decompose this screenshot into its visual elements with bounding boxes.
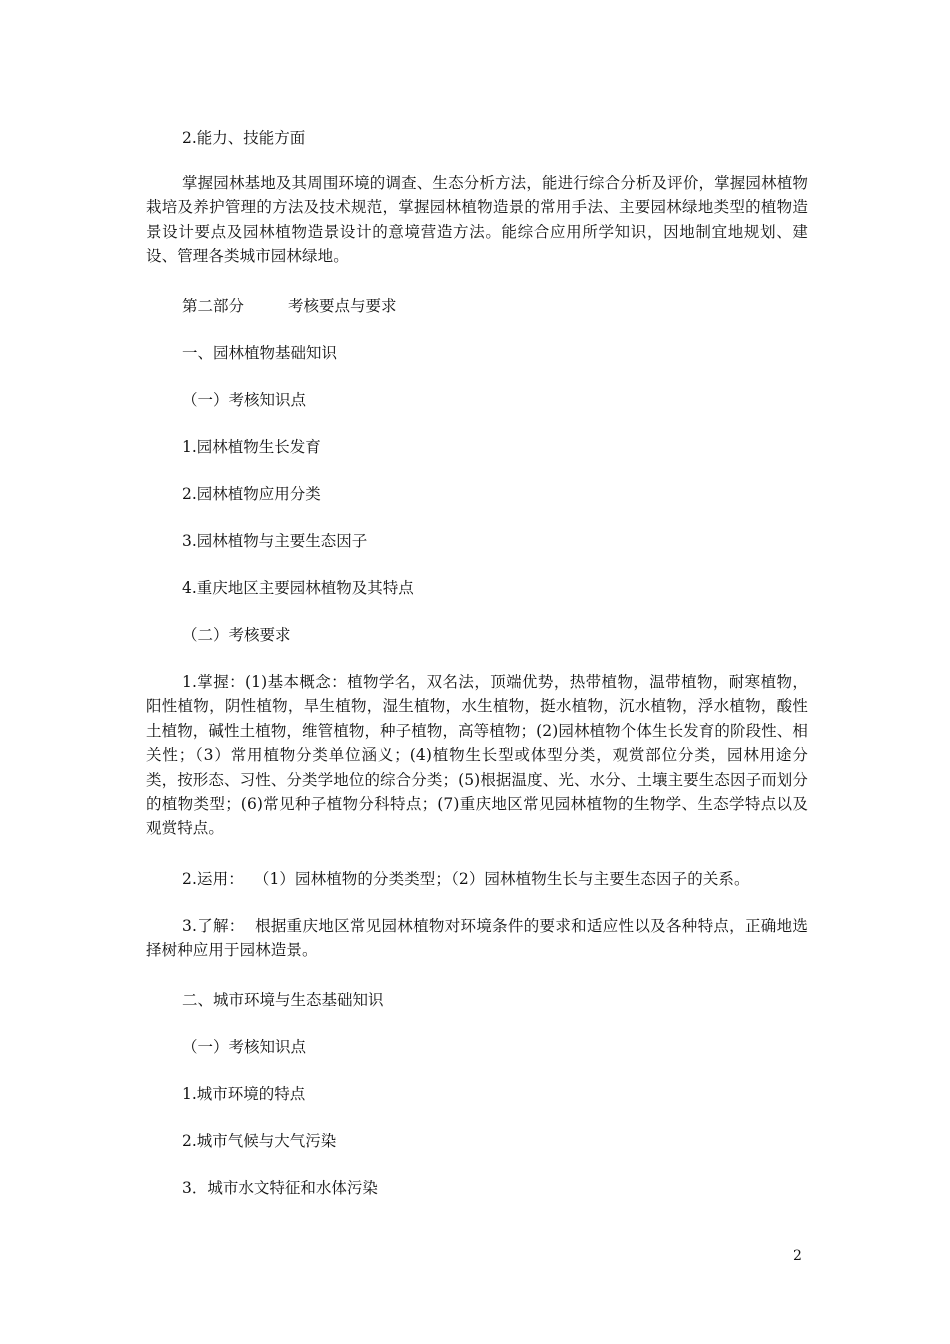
section1-point: 2.园林植物应用分类 bbox=[182, 485, 321, 503]
section1-point: 1.园林植物生长发育 bbox=[182, 438, 321, 456]
section1-title: 一、园林植物基础知识 bbox=[182, 344, 338, 362]
section2-title: 二、城市环境与生态基础知识 bbox=[182, 991, 384, 1009]
section1-requirements-heading: （二）考核要求 bbox=[182, 626, 291, 644]
part2-label: 第二部分 bbox=[182, 297, 245, 315]
section2-point: 1.城市环境的特点 bbox=[182, 1085, 306, 1103]
ability-heading: 2.能力、技能方面 bbox=[182, 129, 306, 147]
requirement-master: 1.掌握：(1)基本概念：植物学名，双名法，顶端优势，热带植物，温带植物，耐寒植物，阳性植物，阴性植物，旱生植物，湿生植物，水生植物，挺水植物，沉水植物，浮水植物，酸性土植物，碱性土植物，维管植物，种子植物，高等植物；(2)园林植物个体生长发育的阶段性、相关性；（3）常用植物分类单位涵义；(4)植物生长型或体型分类，观赏部位分类，园林用途分类，按形态、习性、分类学地位的综合分类；(5)根据温度、光、水分、土壤主要生态因子而划分的植物类型；(6)常见种子植物分科特点；(7)重庆地区常见园林植物的生物学、生态学特点以及观赏特点。 bbox=[146, 673, 808, 838]
section1-point: 4.重庆地区主要园林植物及其特点 bbox=[182, 579, 414, 597]
part2-title: 考核要点与要求 bbox=[288, 297, 397, 315]
requirement-understand: 3.了解： 根据重庆地区常见园林植物对环境条件的要求和适应性以及各种特点，正确地选择树种应用于园林造景。 bbox=[146, 917, 808, 960]
section1-point: 3.园林植物与主要生态因子 bbox=[182, 532, 368, 550]
part2-heading bbox=[182, 294, 842, 318]
page-number: 2 bbox=[793, 1248, 802, 1264]
section2-point: 2.城市气候与大气污染 bbox=[182, 1132, 337, 1150]
requirement-apply: 2.运用： （1）园林植物的分类类型；（2）园林植物生长与主要生态因子的关系。 bbox=[182, 870, 750, 888]
ability-paragraph: 掌握园林基地及其周围环境的调查、生态分析方法，能进行综合分析及评价，掌握园林植物栽培及养护管理的方法及技术规范，掌握园林植物造景的常用手法、主要园林绿地类型的植物造景设计要点及园林植物造景设计的意境营造方法。能综合应用所学知识，因地制宜地规划、建设、管理各类城市园林绿地。 bbox=[146, 174, 808, 266]
section2-knowledge-heading: （一）考核知识点 bbox=[182, 1038, 307, 1056]
section1-knowledge-heading: （一）考核知识点 bbox=[182, 391, 307, 409]
section2-point: 3．城市水文特征和水体污染 bbox=[182, 1179, 378, 1197]
